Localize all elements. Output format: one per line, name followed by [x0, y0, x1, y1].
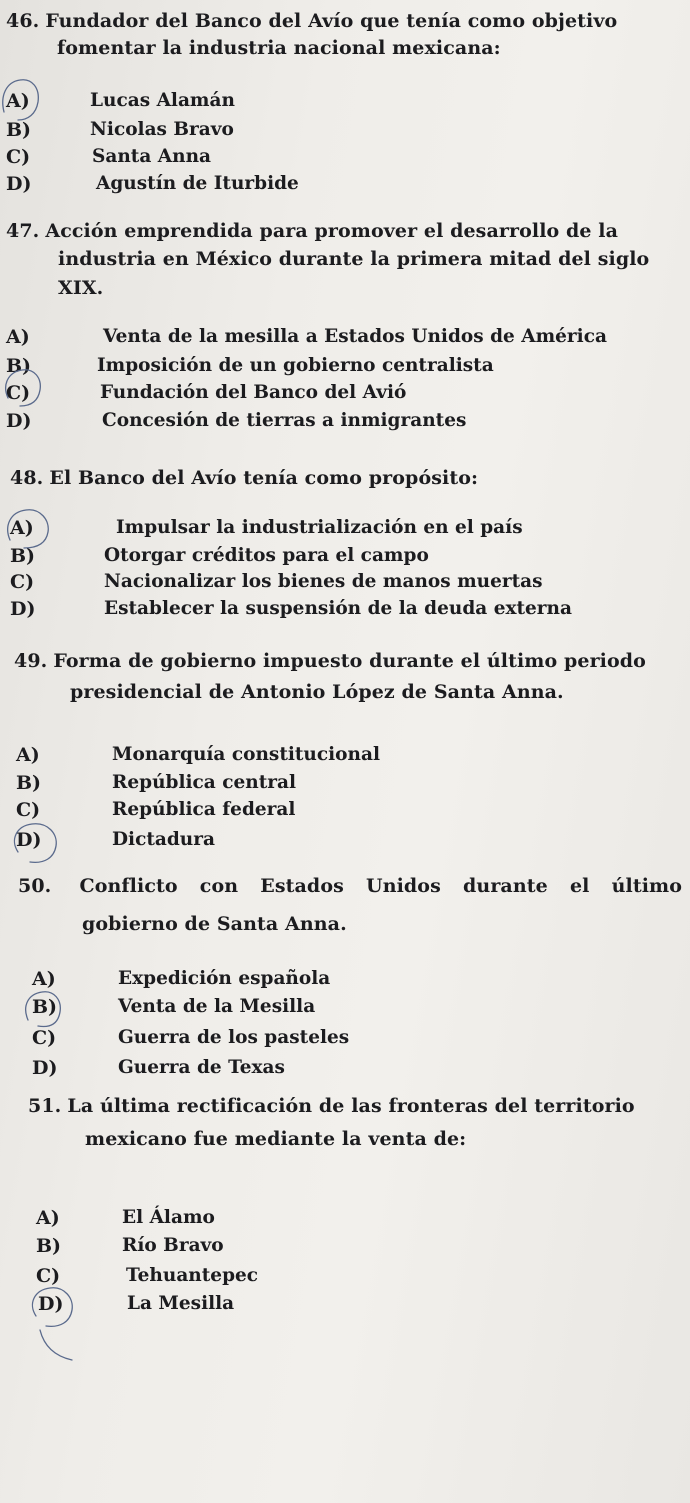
stem-line: Conflicto con Estados Unidos durante el último	[79, 875, 682, 897]
question-stem	[85, 1125, 675, 1154]
stem-line: La última rectificación de las fronteras del territorio	[67, 1095, 635, 1117]
option-letter: B)	[16, 772, 42, 794]
option-text: Río Bravo	[122, 1235, 224, 1256]
pen-stroke	[40, 1330, 72, 1360]
option-letter: A)	[6, 90, 30, 112]
option-letter: A)	[36, 1207, 60, 1229]
option-text: Otorgar créditos para el campo	[104, 545, 429, 566]
question-number: 47.	[6, 220, 40, 242]
stem-line: El Banco del Avío tenía como propósito:	[49, 467, 479, 489]
question-number: 50.	[18, 875, 52, 897]
stem-line: fomentar la industria nacional mexicana:	[57, 37, 501, 59]
stem-line: presidencial de Antonio López de Santa Anna.	[70, 681, 564, 703]
option-text: Lucas Alamán	[90, 90, 235, 111]
question-stem	[58, 274, 678, 303]
option-text: Impulsar la industrialización en el país	[116, 517, 523, 538]
option-text: Agustín de Iturbide	[96, 173, 299, 194]
option-letter: B)	[32, 996, 58, 1018]
option-text: Nacionalizar los bienes de manos muertas	[104, 571, 543, 592]
stem-line: gobierno de Santa Anna.	[82, 913, 347, 935]
question-stem	[57, 34, 677, 63]
question-stem	[70, 678, 680, 707]
stem-line: Acción emprendida para promover el desarrollo de la	[45, 220, 619, 242]
option-text: Monarquía constitucional	[112, 744, 380, 765]
stem-line: XIX.	[58, 277, 104, 299]
option-letter: B)	[36, 1235, 62, 1257]
stem-line: industria en México durante la primera mitad del siglo	[58, 248, 650, 270]
question-stem	[82, 910, 672, 939]
option-letter: D)	[6, 410, 32, 432]
option-text: Establecer la suspensión de la deuda externa	[104, 598, 572, 619]
option-letter: C)	[6, 382, 31, 404]
option-letter: B)	[6, 355, 32, 377]
option-text: Guerra de Texas	[118, 1057, 285, 1078]
option-text: República central	[112, 772, 297, 793]
question-stem	[6, 217, 682, 246]
option-letter: B)	[10, 545, 36, 567]
question-stem	[10, 464, 686, 493]
stem-line: mexicano fue mediante la venta de:	[85, 1128, 467, 1150]
stem-line: Forma de gobierno impuesto durante el último periodo	[53, 650, 646, 672]
option-letter: D)	[32, 1057, 58, 1079]
stem-line: Fundador del Banco del Avío que tenía como objetivo	[45, 10, 618, 32]
question-stem	[28, 1092, 684, 1121]
question-number: 49.	[14, 650, 48, 672]
question-stem	[6, 7, 682, 36]
option-text: La Mesilla	[127, 1293, 235, 1314]
question-stem	[18, 872, 682, 901]
option-letter: D)	[16, 829, 42, 851]
option-text: Concesión de tierras a inmigrantes	[102, 410, 467, 431]
question-number: 48.	[10, 467, 44, 489]
option-text: Venta de la Mesilla	[118, 996, 316, 1017]
option-letter: C)	[16, 799, 41, 821]
question-number: 51.	[28, 1095, 62, 1117]
option-text: Expedición española	[118, 968, 331, 989]
option-text: Imposición de un gobierno centralista	[97, 355, 494, 376]
option-letter: C)	[10, 571, 35, 593]
option-letter: C)	[32, 1027, 57, 1049]
option-letter: D)	[6, 173, 32, 195]
option-letter: A)	[10, 517, 34, 539]
option-text: Santa Anna	[92, 146, 212, 167]
question-number: 46.	[6, 10, 40, 32]
option-text: Dictadura	[112, 829, 215, 850]
option-letter: A)	[32, 968, 56, 990]
option-text: Venta de la mesilla a Estados Unidos de América	[103, 326, 607, 347]
question-stem	[14, 647, 690, 676]
option-text: El Álamo	[122, 1207, 215, 1228]
option-letter: C)	[6, 146, 31, 168]
option-letter: D)	[38, 1293, 64, 1315]
option-text: Nicolas Bravo	[90, 119, 234, 140]
option-text: Fundación del Banco del Avió	[100, 382, 407, 403]
option-letter: A)	[6, 326, 30, 348]
question-stem	[58, 245, 683, 274]
option-text: Tehuantepec	[126, 1265, 259, 1286]
option-text: Guerra de los pasteles	[118, 1027, 350, 1048]
option-letter: B)	[6, 119, 32, 141]
option-letter: C)	[36, 1265, 61, 1287]
option-letter: D)	[10, 598, 36, 620]
option-text: República federal	[112, 799, 296, 820]
option-letter: A)	[16, 744, 40, 766]
